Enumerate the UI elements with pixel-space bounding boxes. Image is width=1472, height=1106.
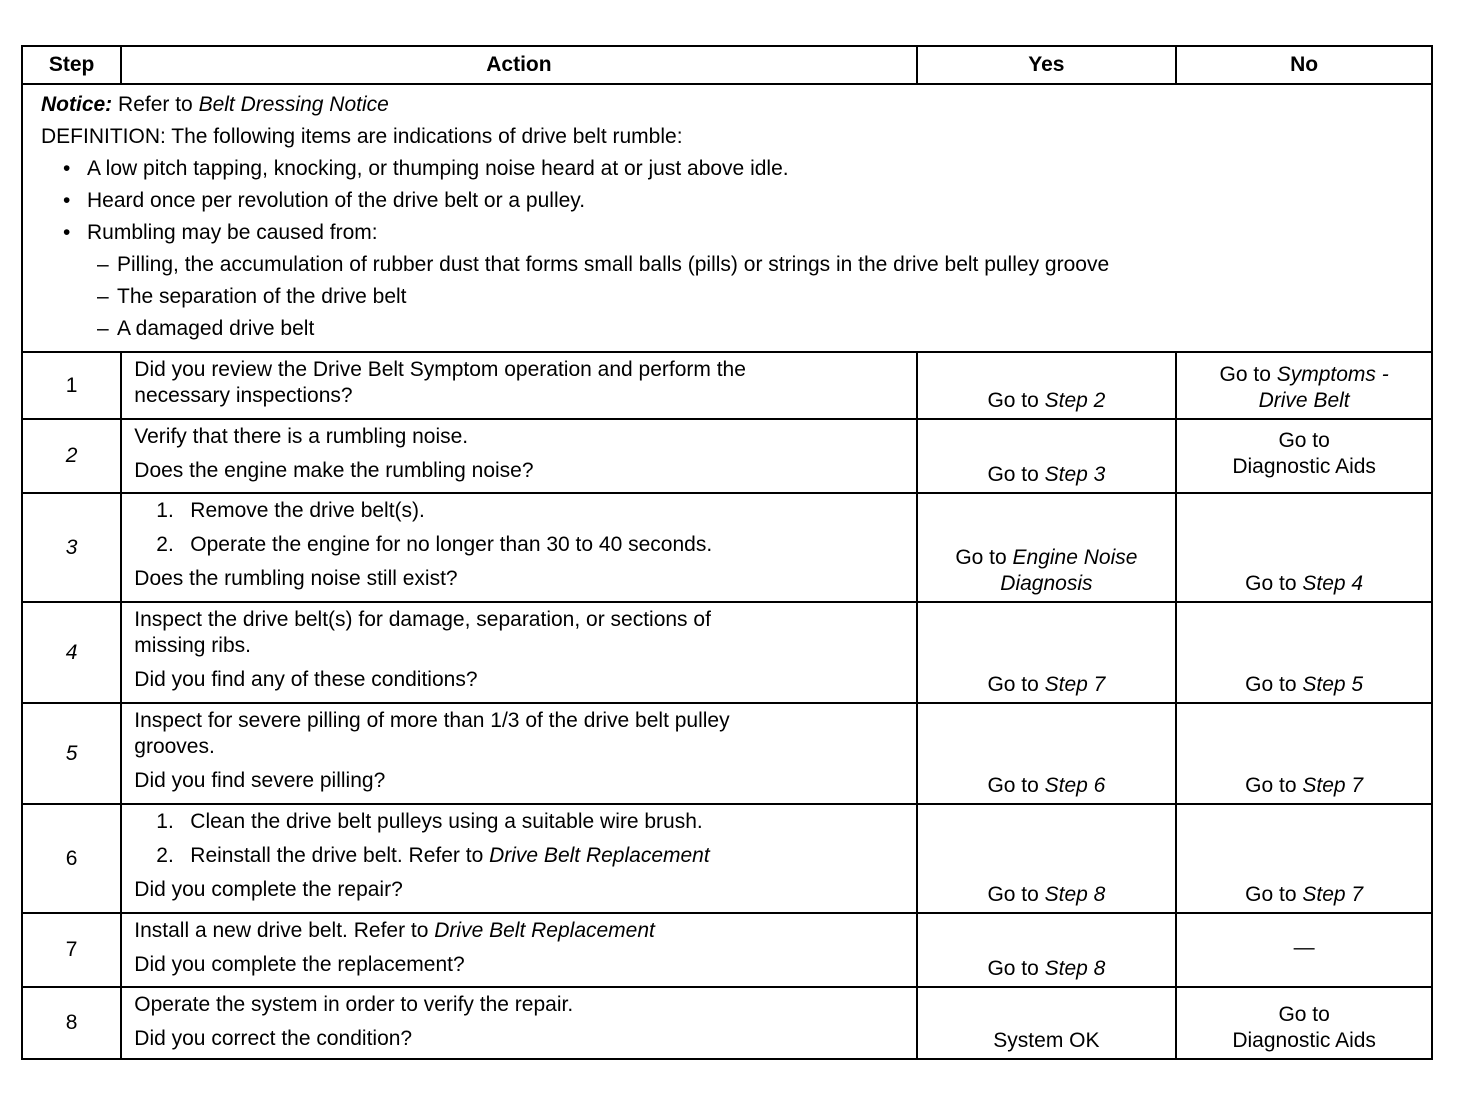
step-number: 1 xyxy=(22,352,121,419)
list-item xyxy=(134,498,905,524)
no-cell xyxy=(1176,804,1432,913)
bullet-item: • A low pitch tapping, knocking, or thumping noise heard at or just above idle. xyxy=(41,153,1431,185)
list-number: 1. xyxy=(156,810,174,833)
yes-ref: Step 8 xyxy=(1044,957,1106,980)
list-ref: Drive Belt Replacement xyxy=(489,844,710,867)
no-cell xyxy=(1176,703,1432,804)
action-question: Does the rumbling noise still exist? xyxy=(134,567,458,590)
table-row xyxy=(22,913,1432,987)
yes-cell xyxy=(917,987,1177,1059)
no-cell xyxy=(1176,419,1432,493)
no-pre: Go to xyxy=(1245,774,1303,797)
sub-item: – Pilling, the accumulation of rubber dust that forms small balls (pills) or strings in the drive belt pulley groove xyxy=(41,249,1431,281)
no-dash: — xyxy=(1293,936,1315,959)
action-text: Inspect the drive belt(s) for damage, separation, or sections of xyxy=(134,608,711,631)
yes-ref: Step 2 xyxy=(1044,389,1106,412)
yes-ref: Engine Noise xyxy=(1012,546,1138,569)
action-cell xyxy=(121,987,916,1059)
yes-cell xyxy=(917,493,1177,602)
no-pre: Go to xyxy=(1245,883,1303,906)
list-number: 1. xyxy=(156,499,174,522)
intro-cell xyxy=(22,84,1432,352)
no-line-2: Diagnostic Aids xyxy=(1232,455,1376,478)
step-number: 3 xyxy=(22,493,121,602)
yes-pre: Go to xyxy=(987,673,1045,696)
action-cell xyxy=(121,352,916,419)
table-row xyxy=(22,804,1432,913)
step-number: 5 xyxy=(22,703,121,804)
header-action: Action xyxy=(121,46,916,84)
header-yes: Yes xyxy=(917,46,1177,84)
action-ref: Drive Belt Replacement xyxy=(434,919,655,942)
step-number: 8 xyxy=(22,987,121,1059)
definition-text: DEFINITION: The following items are indications of drive belt rumble: xyxy=(41,125,683,148)
yes-cell xyxy=(917,804,1177,913)
step-number: 4 xyxy=(22,602,121,703)
yes-text: System OK xyxy=(993,1029,1100,1052)
yes-cell xyxy=(917,913,1177,987)
table-row xyxy=(22,602,1432,703)
yes-cell xyxy=(917,352,1177,419)
action-text: necessary inspections? xyxy=(134,384,353,407)
no-line-2: Diagnostic Aids xyxy=(1232,1029,1376,1052)
no-ref: Step 4 xyxy=(1302,572,1364,595)
action-question: Did you complete the replacement? xyxy=(134,953,465,976)
table-row xyxy=(22,419,1432,493)
no-line-1: Go to xyxy=(1278,429,1330,452)
no-cell xyxy=(1176,602,1432,703)
header-row xyxy=(22,46,1432,84)
yes-cell xyxy=(917,602,1177,703)
action-cell xyxy=(121,419,916,493)
action-text: grooves. xyxy=(134,735,215,758)
bullet-item: • Rumbling may be caused from: xyxy=(41,217,1431,249)
yes-ref: Step 7 xyxy=(1044,673,1106,696)
list-text: Remove the drive belt(s). xyxy=(190,499,425,522)
action-cell xyxy=(121,804,916,913)
action-cell xyxy=(121,602,916,703)
sub-item: – A damaged drive belt xyxy=(41,313,1431,345)
no-cell xyxy=(1176,493,1432,602)
list-number: 2. xyxy=(156,533,174,556)
no-cell xyxy=(1176,987,1432,1059)
notice-label: Notice: xyxy=(41,93,113,116)
yes-ref-2: Diagnosis xyxy=(1000,572,1093,595)
sub-item: – The separation of the drive belt xyxy=(41,281,1431,313)
yes-cell xyxy=(917,419,1177,493)
table-row xyxy=(22,493,1432,602)
no-pre: Go to xyxy=(1219,363,1277,386)
action-question: Does the engine make the rumbling noise? xyxy=(134,459,534,482)
no-pre: Go to xyxy=(1245,673,1303,696)
yes-pre: Go to xyxy=(955,546,1013,569)
bullet-item: • Heard once per revolution of the drive belt or a pulley. xyxy=(41,185,1431,217)
action-text: Verify that there is a rumbling noise. xyxy=(134,425,469,448)
action-pre: Install a new drive belt. Refer to xyxy=(134,919,435,942)
action-text xyxy=(134,918,905,944)
yes-ref: Step 8 xyxy=(1044,883,1106,906)
action-question: Did you complete the repair? xyxy=(134,878,403,901)
list-item xyxy=(134,532,905,558)
yes-pre: Go to xyxy=(987,883,1045,906)
no-ref: Step 7 xyxy=(1302,774,1364,797)
action-question: Did you find severe pilling? xyxy=(134,769,386,792)
table-row xyxy=(22,352,1432,419)
no-ref-2: Drive Belt xyxy=(1258,389,1350,412)
yes-ref: Step 6 xyxy=(1044,774,1106,797)
notice-line xyxy=(41,89,1431,121)
list-text: Reinstall the drive belt. Refer to xyxy=(190,844,490,867)
list-text: Operate the engine for no longer than 30 to 40 seconds. xyxy=(190,533,713,556)
list-text: Clean the drive belt pulleys using a suitable wire brush. xyxy=(190,810,703,833)
list-item xyxy=(134,843,905,869)
header-no: No xyxy=(1176,46,1432,84)
no-pre: Go to xyxy=(1245,572,1303,595)
no-cell xyxy=(1176,913,1432,987)
intro-row xyxy=(22,84,1432,352)
step-number: 7 xyxy=(22,913,121,987)
yes-cell xyxy=(917,703,1177,804)
action-text: Operate the system in order to verify the repair. xyxy=(134,993,574,1016)
header-step: Step xyxy=(22,46,121,84)
list-number: 2. xyxy=(156,844,174,867)
notice-ref: Belt Dressing Notice xyxy=(198,93,389,116)
table-row xyxy=(22,987,1432,1059)
step-number: 6 xyxy=(22,804,121,913)
action-question: Did you find any of these conditions? xyxy=(134,668,478,691)
no-ref: Step 5 xyxy=(1302,673,1364,696)
yes-pre: Go to xyxy=(987,774,1045,797)
action-text: missing ribs. xyxy=(134,634,251,657)
no-ref: Step 7 xyxy=(1302,883,1364,906)
yes-ref: Step 3 xyxy=(1044,463,1106,486)
action-text: Inspect for severe pilling of more than 1/3 of the drive belt pulley xyxy=(134,709,730,732)
yes-pre: Go to xyxy=(987,463,1045,486)
step-number: 2 xyxy=(22,419,121,493)
action-text: Did you review the Drive Belt Symptom operation and perform the xyxy=(134,358,746,381)
notice-text: Refer to xyxy=(112,93,199,116)
action-cell xyxy=(121,913,916,987)
action-cell xyxy=(121,703,916,804)
yes-pre: Go to xyxy=(987,957,1045,980)
table-row xyxy=(22,703,1432,804)
no-cell xyxy=(1176,352,1432,419)
diagnostic-table xyxy=(21,45,1433,1060)
no-ref: Symptoms - xyxy=(1276,363,1389,386)
action-cell xyxy=(121,493,916,602)
action-question: Did you correct the condition? xyxy=(134,1027,413,1050)
list-item xyxy=(134,809,905,835)
no-line-1: Go to xyxy=(1278,1003,1330,1026)
yes-pre: Go to xyxy=(987,389,1045,412)
